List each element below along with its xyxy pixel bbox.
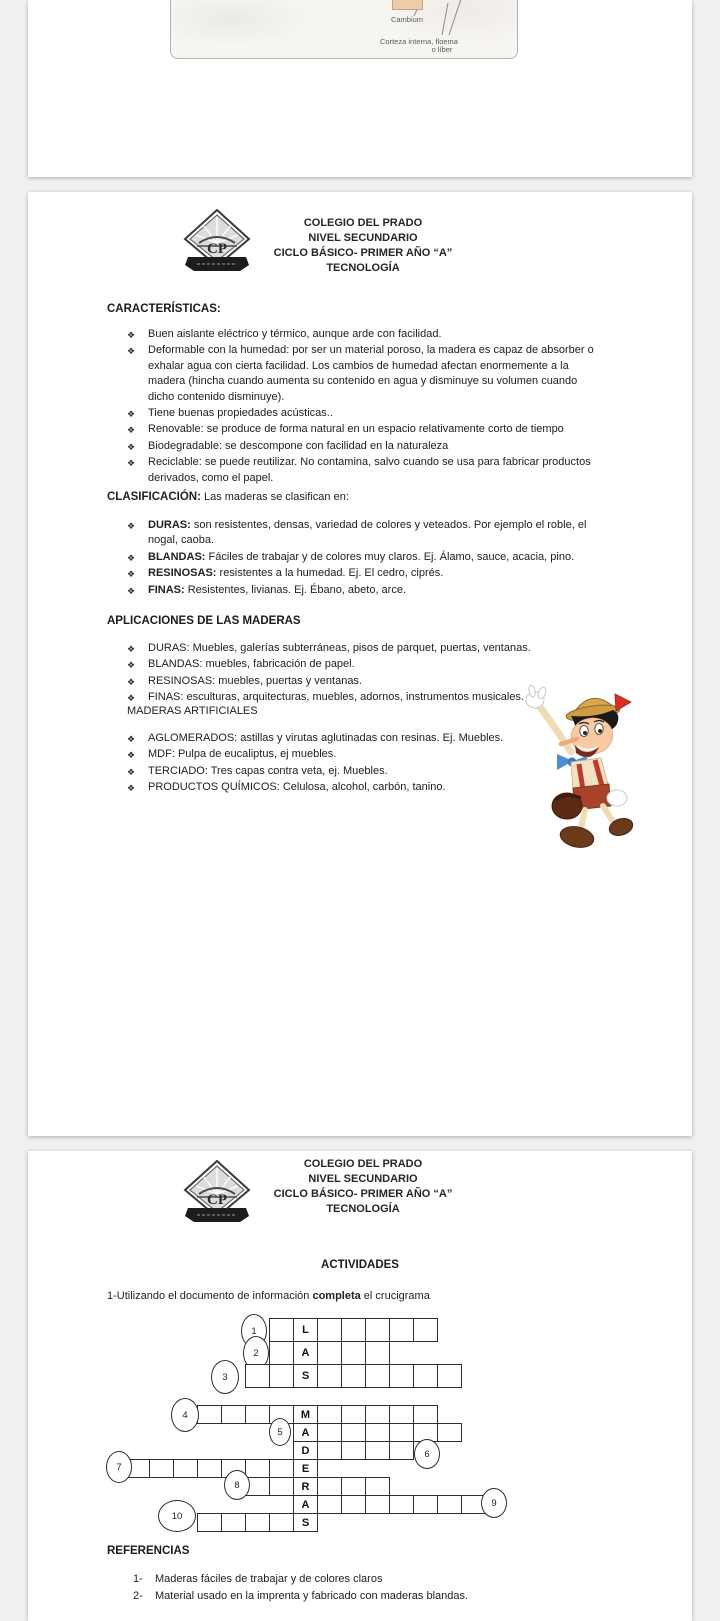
diamond-bullet-icon: ❖ [127, 585, 136, 596]
crossword-instruction: 1-Utilizando el documento de información completa el crucigrama [107, 1290, 430, 1302]
crossword-letter-cell: D [293, 1441, 318, 1460]
crossword-cell [413, 1364, 438, 1388]
section-title-actividades: ACTIVIDADES [321, 1259, 399, 1271]
crossword-cell [269, 1341, 294, 1365]
crossword-cell [389, 1318, 414, 1342]
list-item: ❖ FINAS: esculturas, arquitecturas, muebles, adornos, instrumentos musicales. [127, 690, 605, 705]
crossword-cell [197, 1513, 222, 1532]
document-page-1 [28, 0, 692, 177]
crossword-cell [365, 1318, 390, 1342]
crossword-cell [389, 1364, 414, 1388]
reference-item [133, 1590, 468, 1602]
diamond-bullet-icon: ❖ [127, 660, 136, 671]
crossword-cell [149, 1459, 174, 1478]
crossword-letter-cell: A [293, 1495, 318, 1514]
crossword-clue-number: 7 [106, 1451, 132, 1483]
crossword-cell [341, 1405, 366, 1424]
section-title-clasificacion: CLASIFICACIÓN: Las maderas se clasifican en: [107, 491, 349, 503]
diamond-bullet-icon: ❖ [127, 750, 136, 761]
diamond-bullet-icon: ❖ [127, 441, 136, 452]
crossword [28, 1151, 692, 1551]
crossword-clue-number: 2 [243, 1336, 269, 1370]
crossword-cell [413, 1405, 438, 1424]
logo-monogram: CP [207, 241, 227, 257]
header-line-level: NIVEL SECUNDARIO [308, 1173, 418, 1185]
crossword-cell [389, 1405, 414, 1424]
crossword-clue-number: 8 [224, 1470, 250, 1500]
list-item: ❖ Biodegradable: se descompone con facilidad en la naturaleza [127, 439, 605, 454]
crossword-clue-number: 3 [211, 1360, 239, 1394]
list-item: ❖ DURAS: son resistentes, densas, variedad de colores y veteados. Por ejemplo el roble, el nogal, caoba. [127, 519, 587, 547]
section-title-aplicaciones: APLICACIONES DE LAS MADERAS [107, 615, 301, 627]
crossword-cell [413, 1495, 438, 1514]
crossword-cell [317, 1341, 342, 1365]
list-item: ❖ Reciclable: se puede reutilizar. No contamina, salvo cuando se usa para fabricar productos derivados, como el papel. [127, 456, 591, 484]
list-item: ❖ DURAS: Muebles, galerías subterráneas, pisos de parquet, puertas, ventanas. [127, 641, 605, 656]
crossword-cell [365, 1441, 390, 1460]
crossword-cell [221, 1405, 246, 1424]
list-item: ❖ Renovable: se produce de forma natural en un espacio relativamente corto de tiempo [127, 422, 605, 437]
document-page-3 [28, 1151, 692, 1621]
header-line-school: COLEGIO DEL PRADO [303, 1158, 423, 1170]
list-item: ❖ Deformable con la humedad: por ser un material poroso, la madera es capaz de absorber o exhalar agua con cierta facilidad. Los cambios de humedad afectan enormemente a la madera (hincha cuando aumenta su contenido en agua y disminuye su volumen cuando dicho contenido disminuye). [127, 344, 594, 403]
crossword-cell [389, 1495, 414, 1514]
diamond-bullet-icon: ❖ [127, 425, 136, 436]
diagram-cambium-swatch [392, 0, 423, 10]
crossword-clue-number: 1 [241, 1314, 267, 1348]
diamond-bullet-icon: ❖ [127, 521, 136, 531]
crossword-cell [269, 1459, 294, 1478]
crossword-cell [365, 1364, 390, 1388]
wood-diagram-image [170, 0, 518, 59]
crossword-cell [245, 1459, 270, 1478]
diamond-bullet-icon: ❖ [127, 693, 136, 704]
diagram-label-corteza: Corteza interna, floema [380, 37, 458, 46]
crossword-cell [437, 1495, 462, 1514]
document-page-2 [28, 192, 692, 1136]
diamond-bullet-icon: ❖ [127, 330, 136, 340]
crossword-cell [317, 1364, 342, 1388]
list-item: ❖ Buen aislante eléctrico y térmico, aunque arde con facilidad. [127, 327, 605, 342]
crossword-cell [341, 1423, 366, 1442]
list-item: ❖ Tiene buenas propiedades acústicas.. [127, 406, 605, 421]
diagram-label-liber: o líber [431, 45, 453, 54]
list-item: ❖ FINAS: Resistentes, livianas. Ej. Ébano, abeto, arce. [127, 583, 605, 598]
clasificacion-list [127, 518, 605, 599]
diamond-bullet-icon: ❖ [127, 783, 136, 794]
crossword-cell [317, 1495, 342, 1514]
diamond-bullet-icon: ❖ [127, 552, 136, 563]
crossword-cell [197, 1405, 222, 1424]
crossword-clue-number: 10 [158, 1500, 196, 1532]
list-item: ❖ MDF: Pulpa de eucaliptus, ej muebles. [127, 747, 605, 762]
crossword-cell [389, 1423, 414, 1442]
crossword-cell [245, 1405, 270, 1424]
section-title-referencias: REFERENCIAS [107, 1545, 190, 1557]
logo-monogram: CP [207, 1192, 227, 1208]
diamond-bullet-icon: ❖ [127, 734, 136, 744]
section-title-maderas-artificiales: MADERAS ARTIFICIALES [127, 705, 258, 717]
crossword-cell [245, 1513, 270, 1532]
header-line-cycle: CICLO BÁSICO- PRIMER AÑO “A” [273, 1188, 453, 1200]
reference-text: Material usado en la imprenta y fabricado con maderas blandas. [155, 1590, 469, 1602]
crossword-cell [317, 1477, 342, 1496]
diagram-pointer-lines [171, 0, 517, 58]
crossword-cell [365, 1341, 390, 1365]
crossword-letter-cell: E [293, 1459, 318, 1478]
section-title-caracteristicas: CARACTERÍSTICAS: [107, 303, 221, 315]
list-item: ❖ TERCIADO: Tres capas contra veta, ej. Muebles. [127, 764, 605, 779]
caracteristicas-list [127, 327, 605, 487]
crossword-cell [341, 1318, 366, 1342]
diamond-bullet-icon: ❖ [127, 766, 136, 777]
crossword-cell [341, 1495, 366, 1514]
header-line-subject: TECNOLOGÍA [326, 262, 400, 274]
crossword-cell [413, 1318, 438, 1342]
crossword-letter-cell: S [293, 1364, 318, 1388]
crossword-cell [269, 1477, 294, 1496]
crossword-clue-number: 9 [481, 1488, 507, 1518]
crossword-cell [197, 1459, 222, 1478]
crossword-cell [269, 1513, 294, 1532]
crossword-clue-number: 4 [171, 1398, 199, 1432]
reference-number: 1- [133, 1573, 143, 1585]
crossword-letter-cell: A [293, 1423, 318, 1442]
list-item: ❖ PRODUCTOS QUÍMICOS: Celulosa, alcohol, carbón, tanino. [127, 780, 605, 795]
list-item: ❖ RESINOSAS: muebles, puertas y ventanas. [127, 674, 605, 689]
crossword-cell [269, 1364, 294, 1388]
crossword-cell [317, 1318, 342, 1342]
crossword-cell [173, 1459, 198, 1478]
crossword-letter-cell: M [293, 1405, 318, 1424]
crossword-cell [389, 1441, 414, 1460]
diamond-bullet-icon: ❖ [127, 458, 136, 469]
crossword-letter-cell: R [293, 1477, 318, 1496]
header-line-cycle: CICLO BÁSICO- PRIMER AÑO “A” [273, 247, 453, 259]
diamond-bullet-icon: ❖ [127, 346, 136, 357]
crossword-cell [317, 1441, 342, 1460]
reference-item [133, 1573, 382, 1585]
list-item: ❖ RESINOSAS: resistentes a la humedad. Ej. El cedro, ciprés. [127, 566, 605, 581]
list-item: ❖ BLANDAS: Fáciles de trabajar y de colores muy claros. Ej. Álamo, sauce, acacia, pino. [127, 550, 605, 565]
diagram-label-cambium: Cambium [390, 15, 424, 24]
reference-text: Maderas fáciles de trabajar y de colores claros [155, 1573, 383, 1585]
list-item: ❖ AGLOMERADOS: astillas y virutas aglutinadas con resinas. Ej. Muebles. [127, 731, 605, 746]
crossword-cell [365, 1405, 390, 1424]
crossword-cell [437, 1423, 462, 1442]
crossword-cell [365, 1477, 390, 1496]
header-line-school: COLEGIO DEL PRADO [303, 217, 423, 229]
crossword-cell [317, 1405, 342, 1424]
diamond-bullet-icon: ❖ [127, 676, 136, 687]
crossword-cell [341, 1441, 366, 1460]
crossword-cell [365, 1423, 390, 1442]
crossword-letter-cell: L [293, 1318, 318, 1342]
crossword-cell [269, 1318, 294, 1342]
diamond-bullet-icon: ❖ [127, 569, 136, 580]
list-item: ❖ BLANDAS: muebles, fabricación de papel. [127, 657, 605, 672]
crossword-cell [341, 1364, 366, 1388]
crossword-clue-number: 5 [269, 1418, 291, 1446]
header-line-subject: TECNOLOGÍA [326, 1203, 400, 1215]
pinocchio-image [515, 684, 647, 856]
diamond-bullet-icon: ❖ [127, 409, 136, 420]
crossword-cell [317, 1423, 342, 1442]
crossword-cell [341, 1477, 366, 1496]
header-line-level: NIVEL SECUNDARIO [308, 232, 418, 244]
school-header [213, 216, 513, 276]
crossword-clue-number: 6 [414, 1439, 440, 1469]
reference-number: 2- [133, 1590, 143, 1602]
crossword-letter-cell: S [293, 1513, 318, 1532]
crossword-cell [221, 1513, 246, 1532]
diamond-bullet-icon: ❖ [127, 644, 136, 654]
crossword-letter-cell: A [293, 1341, 318, 1365]
crossword-cell [341, 1341, 366, 1365]
crossword-cell [437, 1364, 462, 1388]
crossword-cell [365, 1495, 390, 1514]
crossword-cell [245, 1364, 270, 1388]
